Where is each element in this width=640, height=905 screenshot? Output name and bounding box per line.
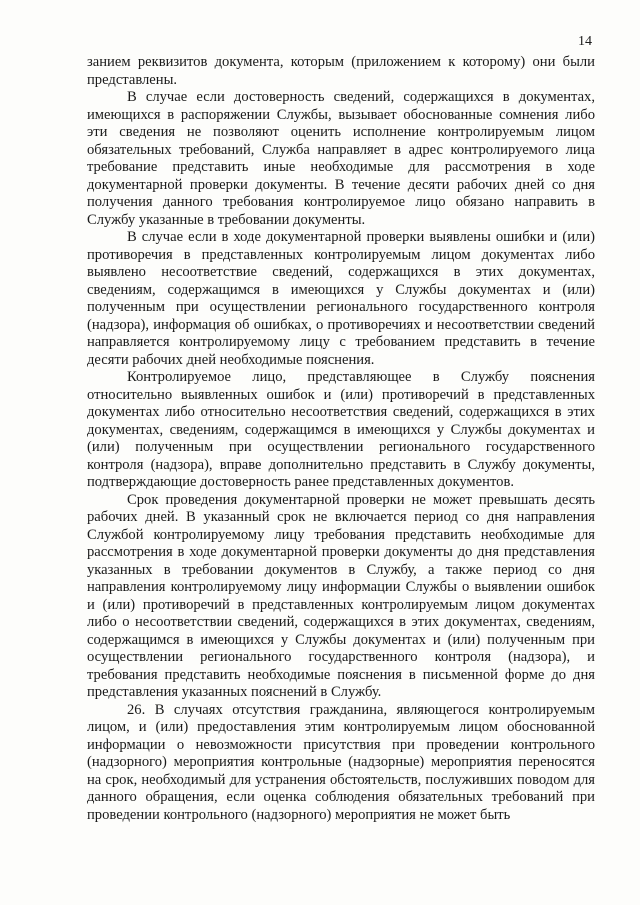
paragraph-reliability-doubts: В случае если достоверность сведений, содержащихся в документах, имеющихся в распоряжении Службы, вызывает обоснованные сомнения либо эти сведения не позволяют оценить исполнение контролируемым лицом обязательных требований, Служба направляет в адрес контролируемого лица требование представить иные необходимые для рассмотрения в ходе документарной проверки документы. В течение десяти рабочих дней со дня получения данного требования контролируемое лицо обязано направить в Службу указанные в требовании документы.	[87, 89, 595, 228]
paragraph-errors-found: В случае если в ходе документарной проверки выявлены ошибки и (или) противоречия в представленных контролируемым лицом документах либо выявлено несоответствие сведений, содержащихся в этих документах, сведениям, содержащимся в имеющихся у Службы документах и (или) полученным при осуществлении регионального государственного контроля (надзора), информация об ошибках, о противоречиях и несоответствии сведений направляется контролируемому лицу с требованием представить в течение десяти рабочих дней необходимые пояснения.	[87, 229, 595, 368]
page-number: 14	[578, 34, 592, 49]
paragraph-explanations: Контролируемое лицо, представляющее в Службу пояснения относительно выявленных ошибок и (или) противоречий в представленных документах либо относительно несоответствия сведений, содержащихся в этих документах, сведениям, содержащимся в имеющихся у Службы документах и (или) полученным при осуществлении регионального государственного контроля (надзора), вправе дополнительно представить в Службу документы, подтверждающие достоверность ранее представленных документов.	[87, 369, 595, 490]
paragraph-inspection-term: Срок проведения документарной проверки не может превышать десять рабочих дней. В указанный срок не включается период со дня направления Службой контролируемому лицу требования представить необходимые для рассмотрения в ходе документарной проверки документы до дня представления указанных в требовании документов в Службу, а также период со дня направления контролируемому лицу информации Службы о выявлении ошибок и (или) противоречий в представленных контролируемым лицом документах либо о несоответствии сведений, содержащихся в этих документах, сведениям, содержащимся в имеющихся у Службы документах и (или) полученным при осуществлении регионального государственного контроля (надзора), и требования представить необходимые пояснения в письменной форме до дня представления указанных пояснений в Службу.	[87, 491, 595, 700]
paragraph-26: 26. В случаях отсутствия гражданина, являющегося контролируемым лицом, и (или) предоставления этим контролируемым лицом обоснованной информации о невозможности присутствия при проведении контрольного (надзорного) мероприятия контрольные (надзорные) мероприятия переносятся на срок, необходимый для устранения обстоятельств, послуживших поводом для данного обращения, если оценка соблюдения обязательных требований при проведении контрольного (надзорного) мероприятия не может быть	[87, 701, 595, 823]
paragraph-continuation: занием реквизитов документа, которым (приложением к которому) они были представлены.	[87, 54, 595, 88]
document-body	[87, 54, 595, 824]
